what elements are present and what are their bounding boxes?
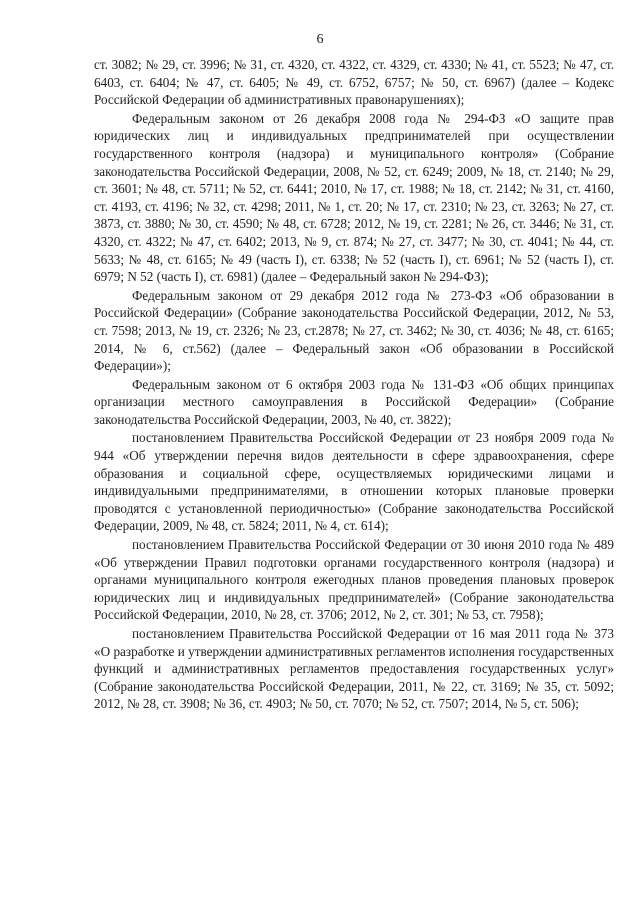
paragraph-resolution-373: постановлением Правительства Российской Федерации от 16 мая 2011 года № 373 «О разработке и утверждении административных регламентов исполнения государственных функций и административных регламентов предоставления государственных услуг» (Собрание законодательства Российской Федерации, 2011, № 22, ст. 3169; № 35, ст. 5092; 2012, № 28, ст. 3908; № 36, ст. 4903; № 50, ст. 7070; № 52, ст. 7507; 2014, № 5, ст. 506);: [94, 626, 614, 712]
paragraph-law-131-fz: Федеральным законом от 6 октября 2003 года № 131-ФЗ «Об общих принципах организации местного самоуправления в Российской Федерации» (Собрание законодательства Российской Федерации, 2003, № 40, ст. 3822);: [94, 376, 614, 427]
document-body: [94, 56, 614, 714]
paragraph-law-294-fz: Федеральным законом от 26 декабря 2008 года № 294-ФЗ «О защите прав юридических лиц и индивидуальных предпринимателей при осуществлении государственного контроля (надзора) и муниципального контроля» (Собрание законодательства Российской Федерации, 2008, № 52, ст. 6249; 2009, № 18, ст. 2140; № 29, ст. 3601; № 48, ст. 5711; № 52, ст. 6441; 2010, № 17, ст. 1988; № 18, ст. 2142; № 31, ст. 4160, ст. 4193, ст. 4196; № 32, ст. 4298; 2011, № 1, ст. 20; № 17, ст. 2310; № 23, ст. 3263; № 27, ст. 3873, ст. 3880; № 30, ст. 4590; № 48, ст. 6728; 2012, № 19, ст. 2281; № 26, ст. 3446; № 31, ст. 4320, ст. 4322; № 47, ст. 6402; 2013, № 9, ст. 874; № 27, ст. 3477; № 30, ст. 4041; № 44, ст. 5633; № 48, ст. 6165; № 49 (часть I), ст. 6338; № 52 (часть I), ст. 6961; № 52 (часть I), ст. 6979; N 52 (часть I), ст. 6981) (далее – Федеральный закон № 294-ФЗ);: [94, 110, 614, 285]
paragraph-continuation: ст. 3082; № 29, ст. 3996; № 31, ст. 4320, ст. 4322, ст. 4329, ст. 4330; № 41, ст. 5523; № 47, ст. 6403, ст. 6404; № 47, ст. 6405; № 49, ст. 6752, 6757; № 50, ст. 6967) (далее – Кодекс Российской Федерации об административных правонарушениях);: [94, 57, 614, 108]
paragraph-resolution-944: постановлением Правительства Российской Федерации от 23 ноября 2009 года № 944 «Об утверждении перечня видов деятельности в сфере здравоохранения, сфере образования и социальной сфере, осуществляемых юридическими лицами и индивидуальными предпринимателями, в отношении которых плановые проверки проводятся с установленной периодичностью» (Собрание законодательства Российской Федерации, 2009, № 48, ст. 5824; 2011, № 4, ст. 614);: [94, 430, 614, 534]
paragraph-law-273-fz: Федеральным законом от 29 декабря 2012 года № 273-ФЗ «Об образовании в Российской Федерации» (Собрание законодательства Российской Федерации, 2012, № 53, ст. 7598; 2013, № 19, ст. 2326; № 23, ст.2878; № 27, ст. 3462; № 30, ст. 4036; № 48, ст. 6165; 2014, № 6, ст.562) (далее – Федеральный закон «Об образовании в Российской Федерации»);: [94, 287, 614, 374]
page-number: 6: [316, 32, 324, 47]
paragraph-resolution-489: постановлением Правительства Российской Федерации от 30 июня 2010 года № 489 «Об утверждении Правил подготовки органами государственного контроля (надзора) и органами муниципального контроля ежегодных планов проведения плановых проверок юридических лиц и индивидуальных предпринимателей» (Собрание законодательства Российской Федерации, 2010, № 28, ст. 3706; 2012, № 2, ст. 301; № 53, ст. 7958);: [94, 537, 614, 623]
